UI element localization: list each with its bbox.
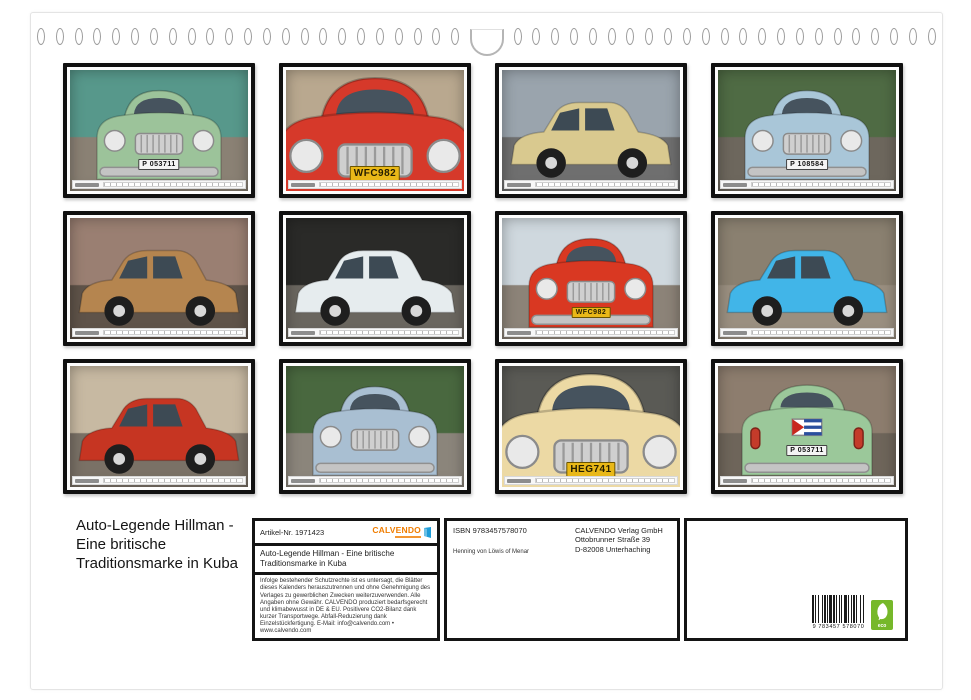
calendar-ticks	[751, 478, 891, 483]
binding-ring	[395, 28, 403, 45]
publisher-name: CALVENDO Verlag GmbH	[575, 526, 663, 535]
calendar-title: Auto-Legende Hillman - Eine britische Traditionsmarke in Kuba	[76, 517, 239, 572]
classic-car-illustration	[286, 366, 464, 487]
binding-ring	[37, 28, 45, 45]
photographer-watermark	[723, 183, 747, 188]
binding-ring	[928, 28, 936, 45]
binding-ring	[225, 28, 233, 45]
mini-calendar-strip	[288, 328, 462, 337]
binding-ring	[796, 28, 804, 45]
product-title: Auto-Legende Hillman - Eine britische Traditionsmarke in Kuba	[255, 546, 437, 575]
binding-ring	[357, 28, 365, 45]
photographer-watermark	[291, 331, 315, 336]
photographer-watermark	[507, 331, 531, 336]
silverblue-hillman-minx	[279, 359, 471, 494]
calendar-ticks	[751, 330, 891, 335]
binding-ring	[301, 28, 309, 45]
binding-ring	[432, 28, 440, 45]
binding-ring	[664, 28, 672, 45]
eco-badge	[871, 600, 893, 630]
binding-ring	[75, 28, 83, 45]
photo-grid	[63, 63, 903, 494]
mini-calendar-strip	[504, 328, 678, 337]
green-hillman-front-havana	[63, 63, 255, 198]
isbn-publisher-box	[444, 518, 680, 641]
binding-ring	[56, 28, 64, 45]
license-plate: WFC982	[350, 166, 400, 181]
photographer-watermark	[75, 331, 99, 336]
binding-rings-right	[514, 28, 937, 45]
blue-hillman-front	[711, 63, 903, 198]
binding-ring	[263, 28, 271, 45]
green-hillman-rear	[711, 359, 903, 494]
binding-ring	[376, 28, 384, 45]
barcode-digits: 9 783457 578070	[812, 624, 865, 630]
mini-calendar-strip	[720, 328, 894, 337]
license-plate: HEG741	[566, 462, 615, 477]
license-plate: WFC982	[572, 307, 611, 318]
classic-car-illustration	[718, 218, 896, 339]
legal-text: Infolge bestehender Schutzrechte ist es untersagt, die Blätter dieses Kalenders herauszutrennen und ohne Genehmigung des Verlages zu gewerblichen Zwecken weiterzuverwenden. Alle Angaben ohne Gewähr. CALVENDO produziert bedarfsgerecht und klimabewusst in DE & EU. Positivere CO2-Bilanz dank kurzer Transportwege. Abfall-Reduzierung dank Einzelstückfertigung. E-Mail: info@calvendo.com • www.calvendo.com	[260, 578, 431, 634]
red-hillman-side	[63, 359, 255, 494]
barcode-bars	[812, 595, 865, 623]
classic-car-illustration	[502, 218, 680, 339]
binding-ring	[338, 28, 346, 45]
eco-label: eco	[877, 623, 887, 629]
classic-car-illustration	[70, 218, 248, 339]
mini-calendar-strip	[72, 180, 246, 189]
photographer-watermark	[507, 479, 531, 484]
binding-ring	[815, 28, 823, 45]
binding-ring	[451, 28, 459, 45]
binding-ring	[721, 28, 729, 45]
spiral-binding	[37, 23, 936, 49]
binding-ring	[683, 28, 691, 45]
mini-calendar-strip	[72, 328, 246, 337]
calendar-ticks	[535, 182, 675, 187]
binding-ring	[112, 28, 120, 45]
binding-ring	[150, 28, 158, 45]
isbn: ISBN 9783457578070	[453, 526, 527, 535]
author-name: Henning von Löwis of Menar	[453, 549, 530, 555]
calendar-ticks	[319, 330, 459, 335]
binding-ring	[551, 28, 559, 45]
binding-ring	[626, 28, 634, 45]
red-hillman-minx-front	[495, 211, 687, 346]
calvendo-logo	[372, 526, 432, 538]
binding-ring	[514, 28, 522, 45]
article-info-box	[252, 518, 440, 641]
binding-ring	[206, 28, 214, 45]
license-plate: P 053711	[786, 445, 827, 456]
binding-ring	[188, 28, 196, 45]
cream-hillman-grille-closeup	[495, 359, 687, 494]
mini-calendar-strip	[720, 476, 894, 485]
calendar-ticks	[319, 182, 459, 187]
binding-ring	[169, 28, 177, 45]
mini-calendar-strip	[288, 180, 462, 189]
photographer-watermark	[75, 479, 99, 484]
leaf-icon	[873, 602, 891, 622]
photographer-watermark	[291, 479, 315, 484]
calendar-back-page	[30, 12, 943, 690]
calvendo-tagline-bar	[395, 536, 421, 538]
binding-ring	[532, 28, 540, 45]
binding-ring	[244, 28, 252, 45]
classic-car-illustration	[286, 218, 464, 339]
mini-calendar-strip	[288, 476, 462, 485]
license-plate: P 053711	[138, 159, 179, 170]
photographer-watermark	[723, 331, 747, 336]
calendar-ticks	[535, 478, 675, 483]
binding-ring	[131, 28, 139, 45]
mini-calendar-strip	[504, 476, 678, 485]
mini-calendar-strip	[72, 476, 246, 485]
ean-barcode	[812, 595, 865, 630]
barcode-box	[684, 518, 908, 641]
publisher-street: Ottobrunner Straße 39	[575, 535, 651, 545]
calendar-ticks	[751, 182, 891, 187]
calendar-ticks	[103, 478, 243, 483]
photographer-watermark	[291, 183, 315, 188]
classic-car-illustration	[718, 70, 896, 191]
skyblue-hillman-side-oldtown	[711, 211, 903, 346]
binding-ring	[570, 28, 578, 45]
calendar-ticks	[319, 478, 459, 483]
binding-ring	[282, 28, 290, 45]
binding-ring	[608, 28, 616, 45]
article-number: Artikel-Nr. 1971423	[260, 527, 325, 537]
calvendo-wordmark: CALVENDO	[372, 525, 421, 536]
binding-ring	[319, 28, 327, 45]
publisher-address	[575, 526, 671, 555]
binding-ring	[414, 28, 422, 45]
binding-ring	[909, 28, 917, 45]
binding-ring	[777, 28, 785, 45]
binding-ring	[93, 28, 101, 45]
calendar-ticks	[103, 330, 243, 335]
binding-rings-left	[37, 28, 460, 45]
binding-ring	[890, 28, 898, 45]
license-plate: P 108584	[786, 159, 828, 170]
publisher-city: D-82008 Unterhaching	[575, 544, 651, 554]
classic-car-illustration	[502, 70, 680, 191]
calendar-ticks	[535, 330, 675, 335]
binding-ring	[702, 28, 710, 45]
binding-ring	[739, 28, 747, 45]
classic-car-illustration	[718, 366, 896, 487]
hanger-hook	[470, 29, 504, 56]
white-hillman-husky-side	[279, 211, 471, 346]
photographer-watermark	[723, 479, 747, 484]
beige-hillman-street	[495, 63, 687, 198]
binding-ring	[852, 28, 860, 45]
calvendo-icon	[423, 527, 432, 538]
mini-calendar-strip	[504, 180, 678, 189]
binding-ring	[645, 28, 653, 45]
binding-ring	[589, 28, 597, 45]
mini-calendar-strip	[720, 180, 894, 189]
classic-car-illustration	[70, 366, 248, 487]
binding-ring	[758, 28, 766, 45]
classic-car-illustration	[70, 70, 248, 191]
red-hillman-front-closeup	[279, 63, 471, 198]
photographer-watermark	[507, 183, 531, 188]
calendar-ticks	[103, 182, 243, 187]
binding-ring	[834, 28, 842, 45]
binding-ring	[871, 28, 879, 45]
cuban-flag-sticker	[792, 419, 822, 435]
gold-hillman-side	[63, 211, 255, 346]
photographer-watermark	[75, 183, 99, 188]
